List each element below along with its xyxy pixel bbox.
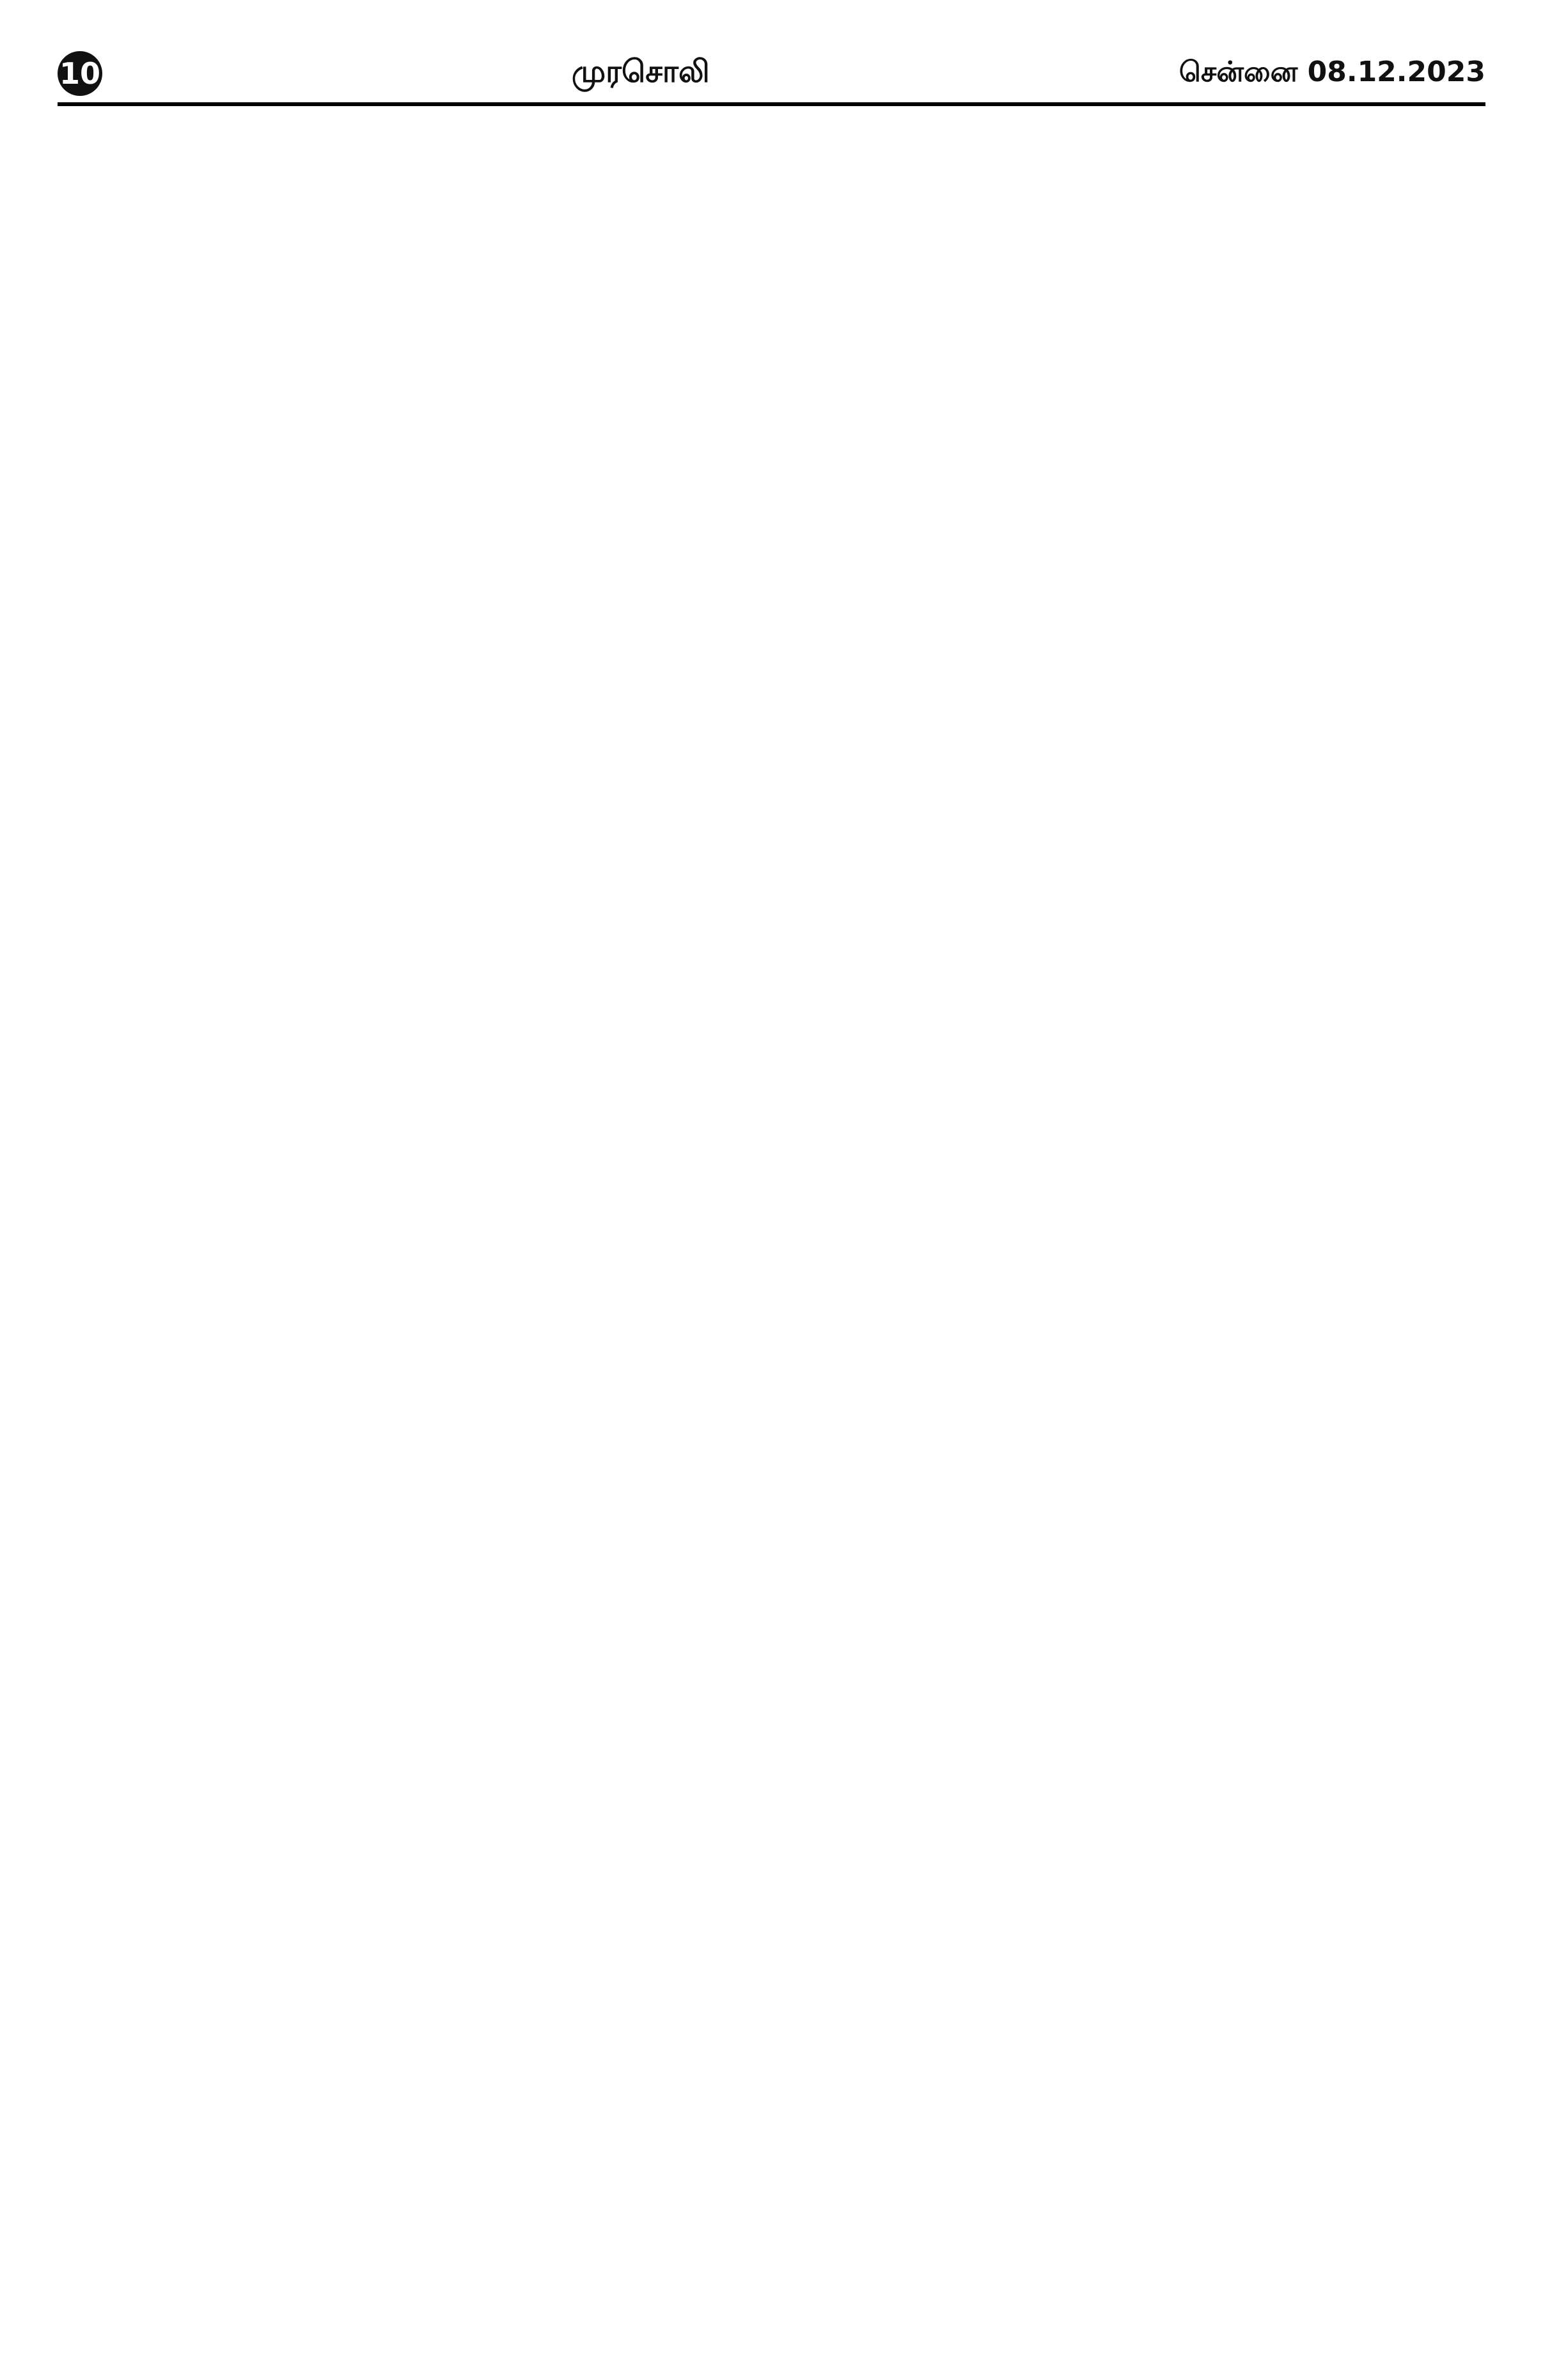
- page-number: 10: [58, 51, 102, 96]
- masthead: [58, 45, 1485, 106]
- paper-name: முரசொலி: [571, 54, 710, 89]
- dateline: சென்னை 08.12.2023: [1179, 55, 1485, 88]
